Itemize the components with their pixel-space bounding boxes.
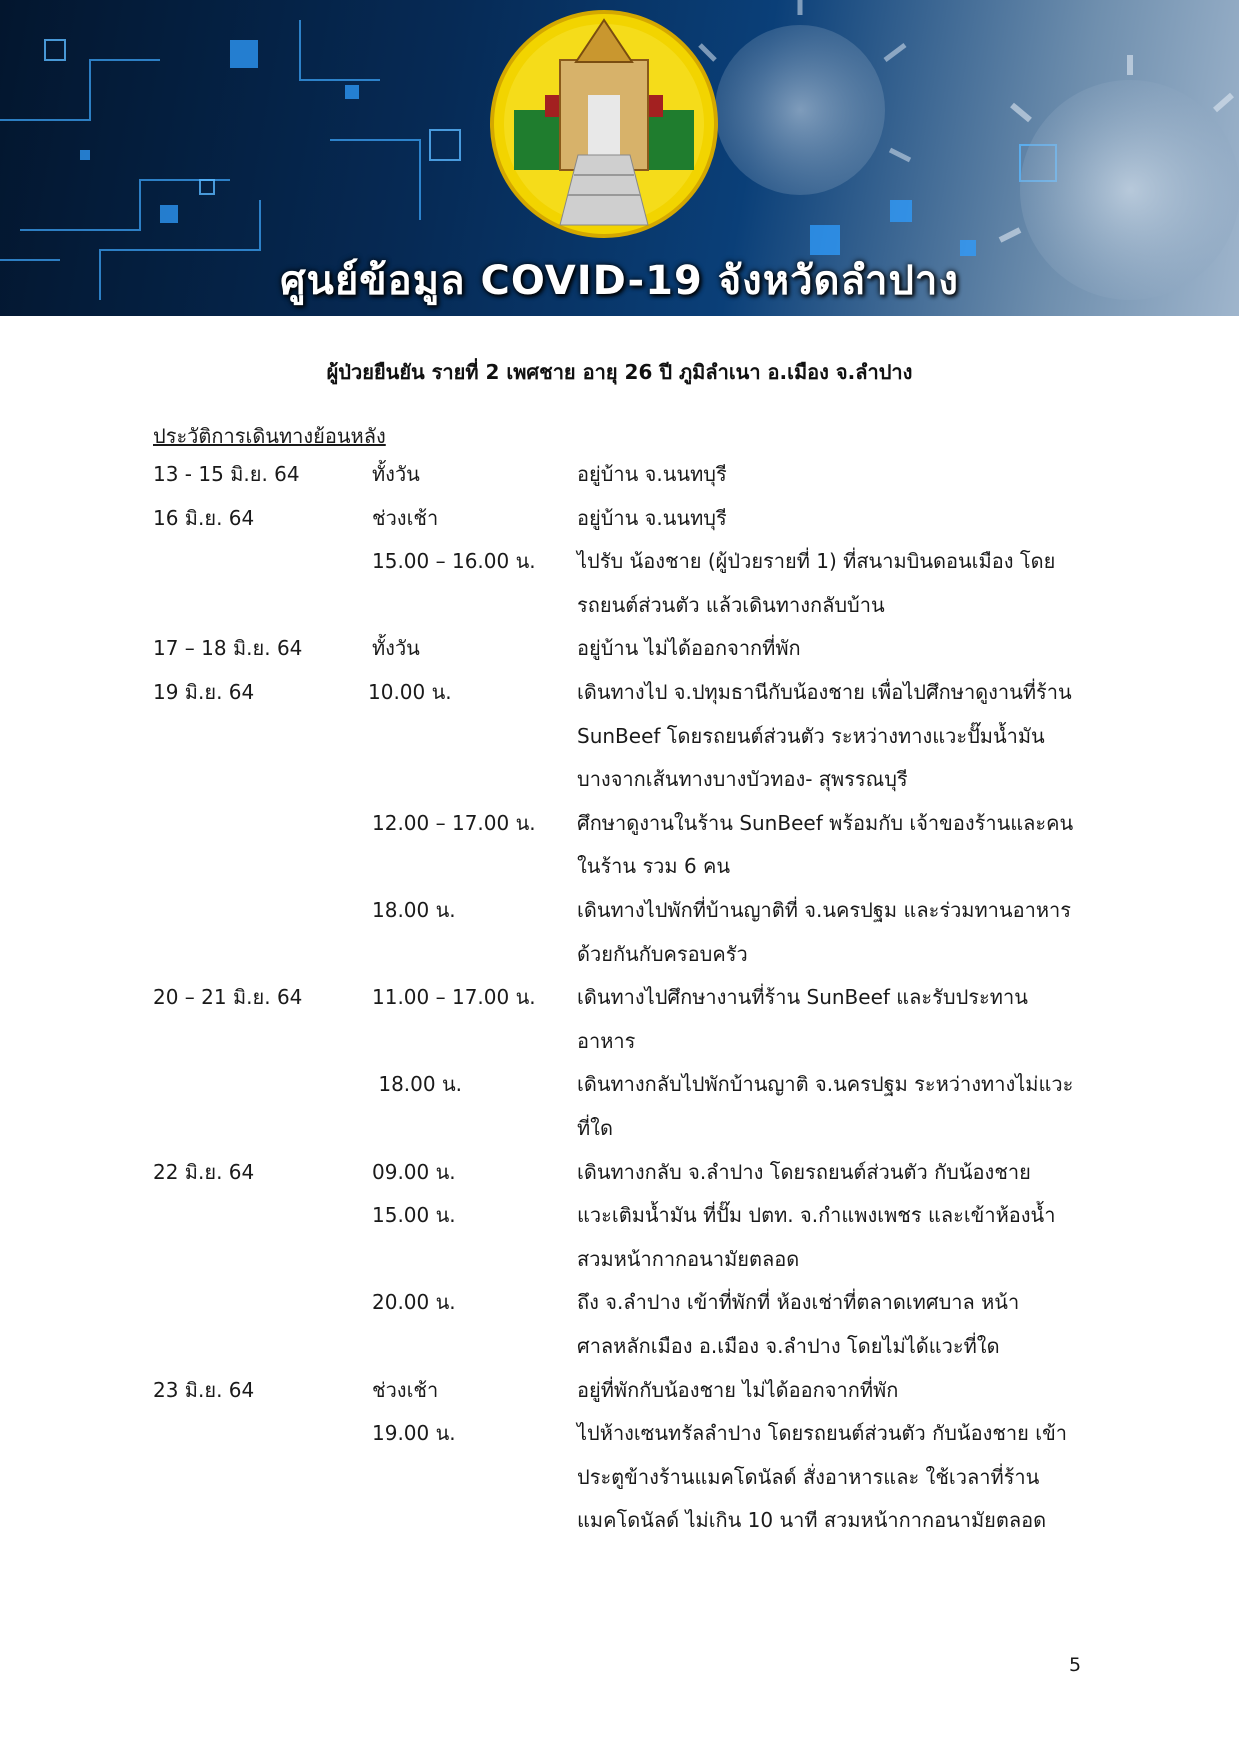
- row-description: ศึกษาดูงานในร้าน SunBeef พร้อมกับ เจ้าของร้านและคน: [577, 810, 1074, 835]
- header-banner: [0, 0, 1239, 316]
- patient-heading: ผู้ป่วยยืนยัน รายที่ 2 เพศชาย อายุ 26 ปี ภูมิลำเนา อ.เมือง จ.ลำปาง: [326, 360, 913, 384]
- row-description: ในร้าน รวม 6 คน: [577, 854, 731, 879]
- row-description: ที่ใด: [577, 1116, 613, 1140]
- row-description: ด้วยกันกับครอบครัว: [577, 941, 748, 966]
- row-description: เดินทางไปพักที่บ้านญาติที่ จ.นครปฐม และร่วมทานอาหาร: [577, 898, 1071, 922]
- row-time: 15.00 – 16.00 น.: [372, 549, 536, 574]
- row-date: 20 – 21 มิ.ย. 64: [153, 985, 303, 1010]
- row-description: ประตูข้างร้านแมคโดนัลด์ สั่งอาหารและ ใช้เวลาที่ร้าน: [577, 1464, 1040, 1489]
- row-time: 20.00 น.: [372, 1290, 456, 1315]
- row-description: อยู่ที่พักกับน้องชาย ไม่ได้ออกจากที่พัก: [577, 1377, 899, 1402]
- row-date: 19 มิ.ย. 64: [153, 680, 255, 704]
- row-time: 19.00 น.: [372, 1421, 456, 1446]
- row-description: เดินทางไปศึกษางานที่ร้าน SunBeef และรับประทาน: [577, 985, 1028, 1010]
- row-description: SunBeef โดยรถยนต์ส่วนตัว ระหว่างทางแวะปั๊มน้ำมัน: [577, 723, 1045, 748]
- row-date: 16 มิ.ย. 64: [153, 505, 255, 530]
- row-description: บางจากเส้นทางบางบัวทอง- สุพรรณบุรี: [577, 767, 908, 792]
- row-description: สวมหน้ากากอนามัยตลอด: [577, 1246, 800, 1271]
- page-number: 5: [1069, 1654, 1082, 1676]
- lampang-province-seal: [492, 12, 716, 236]
- row-description: เดินทางกลับไปพักบ้านญาติ จ.นครปฐม ระหว่างทางไม่แวะ: [577, 1072, 1074, 1097]
- row-description: ไปรับ น้องชาย (ผู้ป่วยรายที่ 1) ที่สนามบินดอนเมือง โดย: [577, 549, 1056, 574]
- row-description: ถึง จ.ลำปาง เข้าที่พักที่ ห้องเช่าที่ตลาดเทศบาล หน้า: [577, 1290, 1020, 1315]
- row-description: ศาลหลักเมือง อ.เมือง จ.ลำปาง โดยไม่ได้แวะที่ใด: [577, 1334, 1000, 1358]
- row-description: อยู่บ้าน จ.นนทบุรี: [577, 462, 727, 486]
- travel-history-title: ประวัติการเดินทางย้อนหลัง: [153, 424, 386, 448]
- row-date: 13 - 15 มิ.ย. 64: [153, 462, 300, 486]
- row-time: 18.00 น.: [372, 1072, 462, 1097]
- row-time: ทั้งวัน: [372, 636, 420, 661]
- row-description: รถยนต์ส่วนตัว แล้วเดินทางกลับบ้าน: [577, 592, 885, 617]
- row-date: 22 มิ.ย. 64: [153, 1159, 255, 1184]
- row-description: แมคโดนัลด์ ไม่เกิน 10 นาที สวมหน้ากากอนามัยตลอด: [577, 1508, 1047, 1533]
- row-time: 09.00 น.: [372, 1159, 456, 1184]
- row-date: 23 มิ.ย. 64: [153, 1377, 255, 1402]
- banner-title: ศูนย์ข้อมูล COVID-19 จังหวัดลำปาง: [280, 258, 959, 304]
- row-time: 18.00 น.: [372, 898, 456, 922]
- row-description: อยู่บ้าน จ.นนทบุรี: [577, 505, 727, 530]
- row-time: 12.00 – 17.00 น.: [372, 810, 536, 835]
- row-description: เดินทางไป จ.ปทุมธานีกับน้องชาย เพื่อไปศึกษาดูงานที่ร้าน: [577, 680, 1072, 704]
- row-description: อาหาร: [577, 1028, 636, 1053]
- row-description: เดินทางกลับ จ.ลำปาง โดยรถยนต์ส่วนตัว กับน้องชาย: [577, 1159, 1031, 1184]
- row-description: แวะเติมน้ำมัน ที่ปั๊ม ปตท. จ.กำแพงเพชร และเข้าห้องน้ำ: [577, 1203, 1056, 1228]
- row-time: ช่วงเช้า: [372, 505, 439, 530]
- row-time: 11.00 – 17.00 น.: [372, 985, 536, 1010]
- row-date: 17 – 18 มิ.ย. 64: [153, 636, 303, 661]
- row-time: ทั้งวัน: [372, 462, 420, 486]
- row-time: 15.00 น.: [372, 1203, 456, 1228]
- row-time: ช่วงเช้า: [372, 1377, 439, 1402]
- row-time: 10.00 น.: [368, 680, 452, 704]
- virus-graphic-1: [700, 0, 910, 195]
- row-description: ไปห้างเซนทรัลลำปาง โดยรถยนต์ส่วนตัว กับน้องชาย เข้า: [577, 1421, 1067, 1446]
- row-description: อยู่บ้าน ไม่ได้ออกจากที่พัก: [577, 636, 801, 661]
